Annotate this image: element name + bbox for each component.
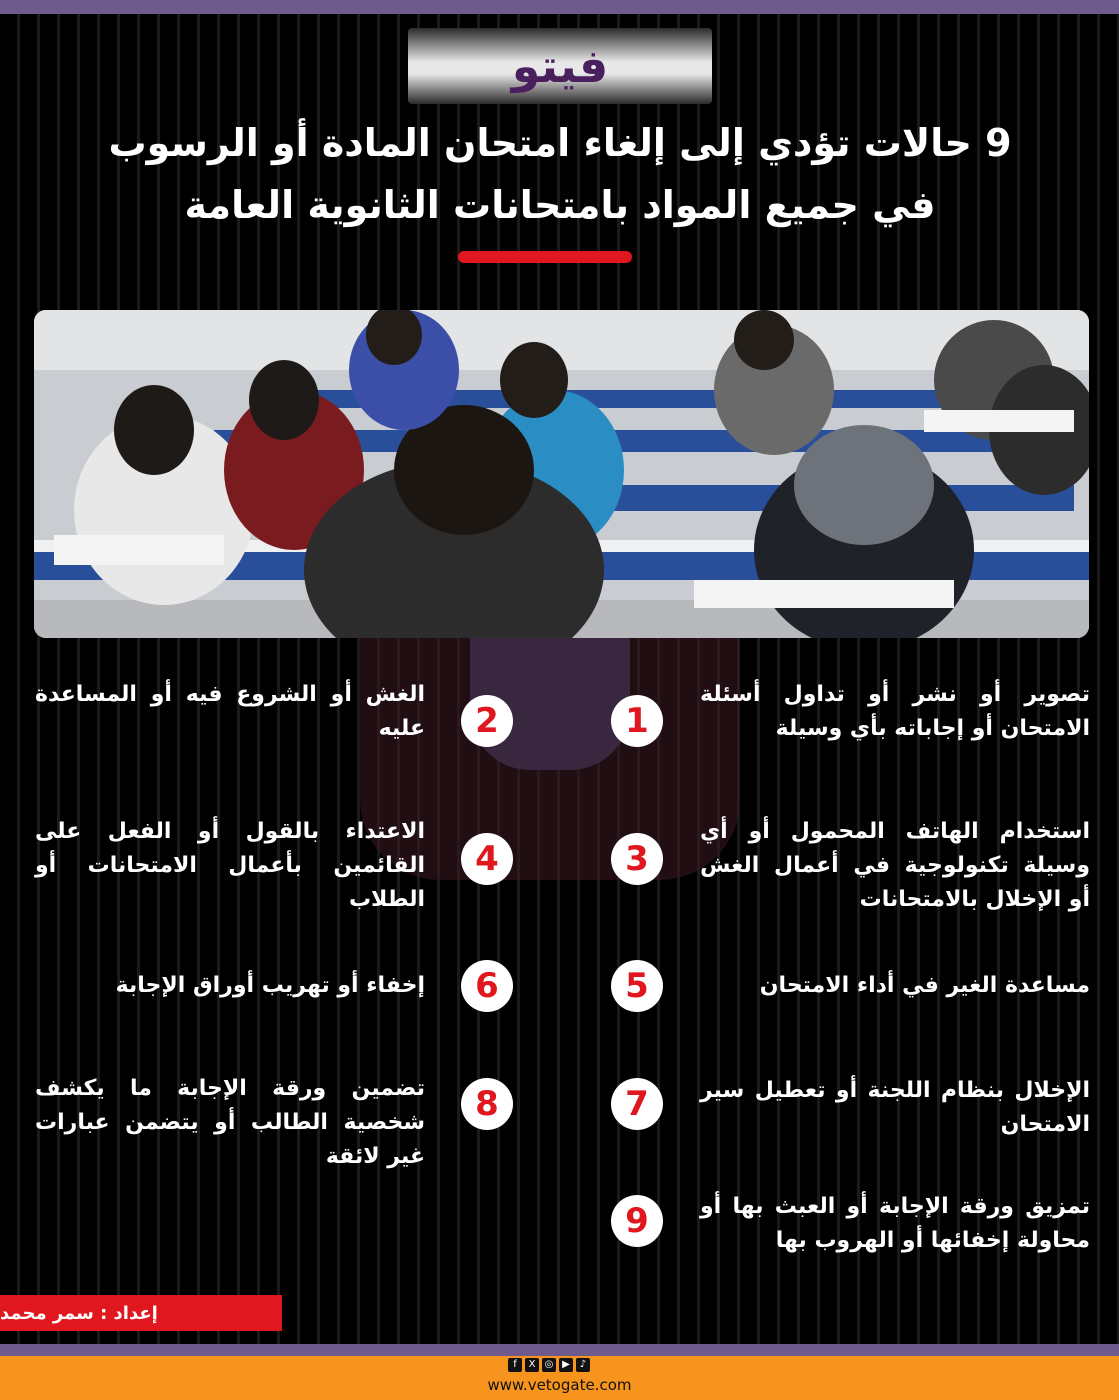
condition-8-text: تضمين ورقة الإجابة ما يكشف شخصية الطالب أو يتضمن عبارات غير لائقة — [35, 1076, 425, 1169]
author-credit-text: إعداد : سمر محمد — [0, 1302, 158, 1324]
bottom-band — [0, 1344, 1119, 1356]
condition-3-text: استخدام الهاتف المحمول أو أي وسيلة تكنولوجية في أعمال الغش أو الإخلال بالامتحانات — [700, 819, 1090, 912]
number-badge-5: 5 — [611, 960, 663, 1012]
condition-4-text: الاعتداء بالقول أو الفعل على القائمين بأعمال الامتحانات أو الطلاب — [35, 819, 425, 912]
title-underline — [458, 251, 632, 263]
youtube-icon[interactable]: ▶ — [559, 1358, 573, 1372]
condition-9-text: تمزيق ورقة الإجابة أو العبث بها أو محاولة إخفائها أو الهروب بها — [700, 1194, 1090, 1253]
page-title — [60, 112, 1060, 236]
condition-7-text: الإخلال بنظام اللجنة أو تعطيل سير الامتحان — [700, 1078, 1090, 1137]
number-badge-2: 2 — [461, 695, 513, 747]
condition-6-text: إخفاء أو تهريب أوراق الإجابة — [115, 973, 425, 998]
number-badge-8: 8 — [461, 1078, 513, 1130]
top-band — [0, 0, 1119, 14]
condition-2-text: الغش أو الشروع فيه أو المساعدة عليه — [35, 682, 425, 741]
title-line-1: 9 حالات تؤدي إلى إلغاء امتحان المادة أو الرسوب — [108, 121, 1012, 165]
condition-5-text: مساعدة الغير في أداء الامتحان — [759, 973, 1090, 998]
x-icon[interactable]: X — [525, 1358, 539, 1372]
number-badge-3: 3 — [611, 833, 663, 885]
number-badge-6: 6 — [461, 960, 513, 1012]
number-badge-1: 1 — [611, 695, 663, 747]
number-badge-7: 7 — [611, 1078, 663, 1130]
author-credit — [0, 1295, 282, 1331]
condition-1-text: تصوير أو نشر أو تداول أسئلة الامتحان أو إجاباته بأي وسيلة — [700, 682, 1090, 741]
title-line-2: في جميع المواد بامتحانات الثانوية العامة — [184, 183, 936, 227]
facebook-icon[interactable]: f — [508, 1358, 522, 1372]
tiktok-icon[interactable]: ♪ — [576, 1358, 590, 1372]
logo-text: فيتو — [511, 39, 609, 93]
number-badge-9: 9 — [611, 1195, 663, 1247]
instagram-icon[interactable]: ◎ — [542, 1358, 556, 1372]
website-url[interactable]: www.vetogate.com — [487, 1376, 632, 1394]
exam-hall-photo — [34, 310, 1089, 638]
social-icons — [508, 1358, 590, 1372]
number-badge-4: 4 — [461, 833, 513, 885]
brand-logo — [408, 28, 712, 104]
